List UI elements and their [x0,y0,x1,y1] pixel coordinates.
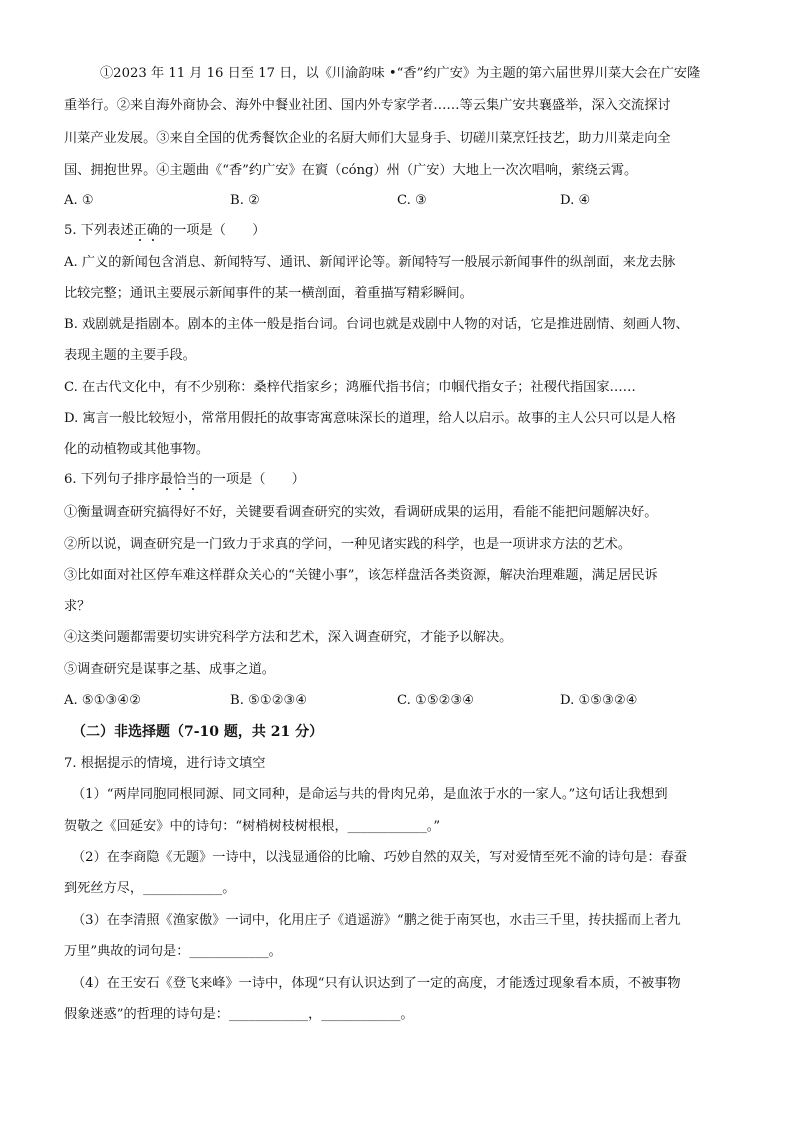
q6-stem-before: 6. 下列句子排序 [64,472,160,487]
q4-option-d[interactable]: D. ④ [560,193,591,208]
q5-emphasis-char: 确 [146,223,160,238]
q5-stem [64,221,265,241]
q7-item-2-line-2[interactable]: 到死丝方尽，____________。 [64,881,236,896]
q4-passage-line-3: 川菜产业发展。③来自全国的优秀餐饮企业的名厨大师们大显身手、切磋川菜烹饪技艺，助力川菜走向全 [64,131,671,146]
q6-sentence-1: ①衡量调查研究搞得好不好，关键要看调查研究的实效，看调研成果的运用，看能不能把问题解决好。 [64,505,658,520]
q4-passage-line-2: 重举行。②来自海外商协会、海外中餐业社团、国内外专家学者……等云集广安共襄盛举，深入交流探讨 [64,98,671,113]
q5-stem-before: 5. 下列表述 [64,223,134,238]
q4-option-c[interactable]: C. ③ [397,193,427,208]
q6-sentence-4: ④这类问题都需要切实讲究科学方法和艺术，深入调查研究，才能予以解决。 [64,630,513,645]
q6-option-d[interactable]: D. ①⑤③②④ [560,693,638,708]
q7-item-1-line-1: （1）“两岸同胞同根同源、同文同种，是命运与共的骨肉兄弟，是血浓于水的一家人。”这句话让我想到 [72,787,668,802]
q4-options [64,191,764,211]
q6-sentence-3-line-1: ③比如面对社区停车难这样群众关心的“关键小事”，该怎样盘活各类资源，解决治理难题，满足居民诉 [64,568,658,583]
q5-option-b-line-2: 表现主题的主要手段。 [64,348,196,363]
q6-stem-after: 的一项是（ ） [199,472,305,487]
q5-option-d-line-1: D. 寓言一般比较短小，常常用假托的故事寄寓意味深长的道理，给人以启示。故事的主人公只可以是人格 [64,411,676,426]
q7-item-3-line-2[interactable]: 万里”典故的词句是：____________。 [64,944,282,959]
q5-stem-after: 的一项是（ ） [159,223,266,238]
q5-emphasis-char: 正 [133,223,147,238]
q5-option-d-line-2: 化的动植物或其他事物。 [64,442,210,457]
q6-options [64,691,764,711]
q6-emphasis-char: 最 [159,472,174,487]
q7-item-4-line-2[interactable]: 假象迷惑”的哲理的诗句是：____________，____________。 [64,1007,414,1022]
section-heading: （二）非选择题（7-10 题，共 21 分） [72,724,324,740]
q6-emphasis-char: 当 [186,472,200,487]
q6-sentence-5: ⑤调查研究是谋事之基、成事之道。 [64,662,275,677]
q6-option-c[interactable]: C. ①⑤②③④ [397,693,475,708]
q4-option-b[interactable]: B. ② [230,193,260,208]
q7-item-1-line-2[interactable]: 贺敬之《回延安》中的诗句：“树梢树枝树根根，____________。” [64,819,441,834]
q7-item-2-line-1: （2）在李商隐《无题》一诗中，以浅显通俗的比喻、巧妙自然的双关，写对爱情至死不渝的诗句是：春蚕 [72,850,688,865]
q6-emphasis-char: 恰 [173,472,187,487]
q4-option-a[interactable]: A. ① [64,193,94,208]
q6-stem [64,470,305,490]
q7-stem: 7. 根据提示的情境，进行诗文填空 [64,756,266,771]
q6-sentence-2: ②所以说，调查研究是一门致力于求真的学问，一种见诸实践的科学，也是一项讲求方法的艺术。 [64,537,632,552]
q4-passage-line-4: 国、拥抱世界。④主题曲《“香”约广安》在賨（cóng）州（广安）大地上一次次唱响，萦绕云霄。 [64,163,638,178]
q6-option-b[interactable]: B. ⑤①②③④ [230,693,308,708]
q5-option-b-line-1: B. 戏剧就是指剧本。剧本的主体一般是指台词。台词也就是戏剧中人物的对话，它是推进剧情、刻画人物、 [64,317,689,332]
q5-option-c: C. 在古代文化中，有不少别称：桑梓代指家乡；鸿雁代指书信；巾帼代指女子；社稷代指国家…… [64,380,636,395]
q6-sentence-3-line-2: 求？ [64,599,91,614]
q6-option-a[interactable]: A. ⑤①③④② [64,693,142,708]
q7-item-3-line-1: （3）在李清照《渔家傲》一词中，化用庄子《逍遥游》“鹏之徙于南冥也，水击三千里，抟扶摇而上者九 [72,913,681,928]
q4-passage-line-1: ①2023 年 11 月 16 日至 17 日，以《川渝韵味 •“香”约广安》为主题的第六届世界川菜大会在广安隆 [100,66,701,81]
q5-option-a-line-2: 比较完整；通讯主要展示新闻事件的某一横剖面，着重描写精彩瞬间。 [64,286,473,301]
q5-option-a-line-1: A. 广义的新闻包含消息、新闻特写、通讯、新闻评论等。新闻特写一般展示新闻事件的纵剖面，来龙去脉 [64,255,676,270]
q7-item-4-line-1: （4）在王安石《登飞来峰》一诗中，体现“只有认识达到了一定的高度，才能透过现象看本质，不被事物 [72,976,681,991]
